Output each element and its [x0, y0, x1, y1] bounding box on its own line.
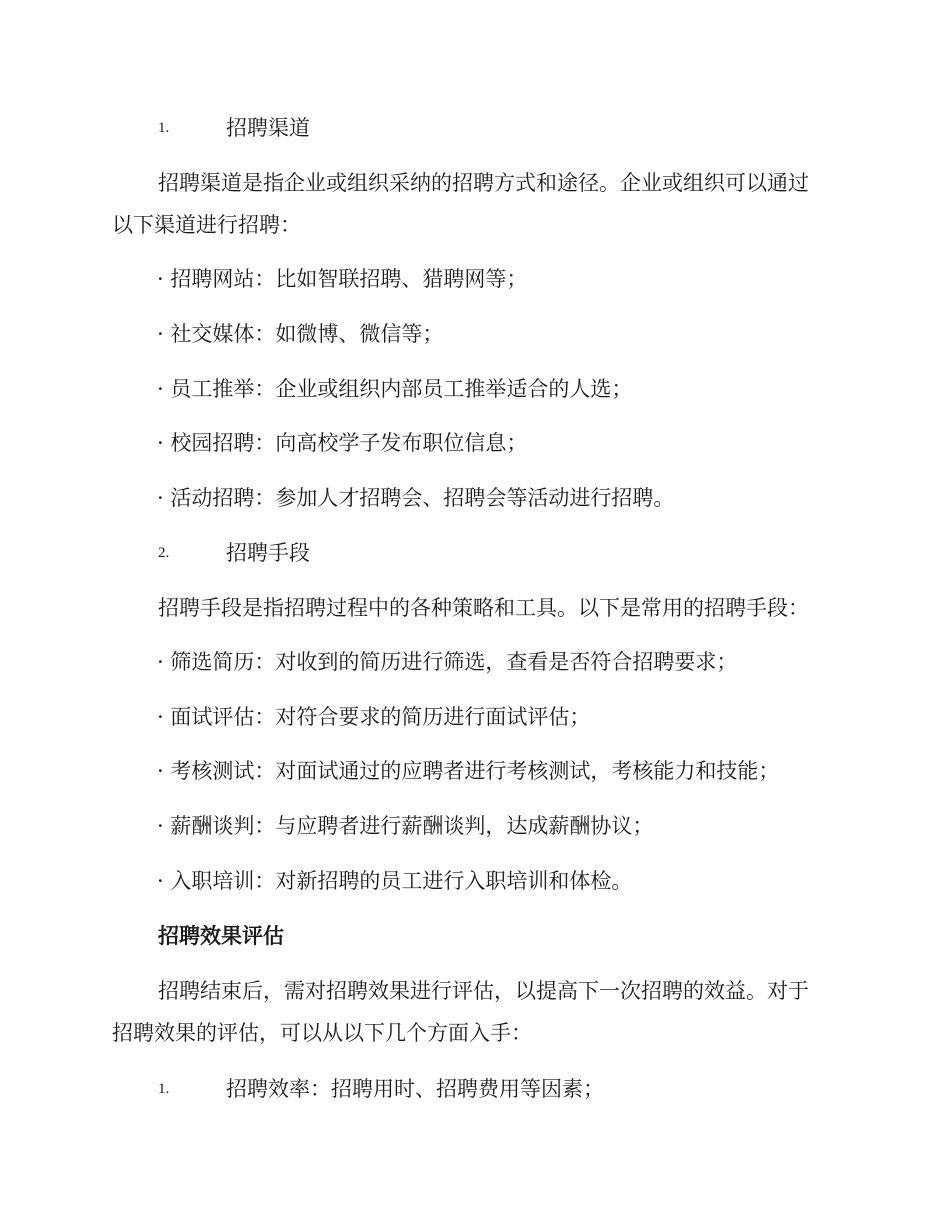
paragraph-line: 招聘效果的评估，可以从以下几个方面入手： — [112, 1021, 532, 1045]
paragraph-line: 招聘结束后，需对招聘效果进行评估，以提高下一次招聘的效益。对于 — [158, 979, 809, 1003]
list-item: · 招聘网站：比如智联招聘、猎聘网等； — [157, 267, 528, 291]
list-item: · 员工推举：企业或组织内部员工推举适合的人选； — [157, 377, 633, 401]
section-heading: 招聘效果评估 — [158, 923, 284, 948]
paragraph-line: 招聘渠道是指企业或组织采纳的招聘方式和途径。企业或组织可以通过 — [158, 171, 809, 195]
list-item: · 校园招聘：向高校学子发布职位信息； — [157, 431, 528, 455]
list-item: · 活动招聘：参加人才招聘会、招聘会等活动进行招聘。 — [157, 486, 675, 510]
list-number: 1. — [158, 1081, 170, 1097]
list-number: 1. — [158, 120, 170, 136]
list-item: · 薪酬谈判：与应聘者进行薪酬谈判，达成薪酬协议； — [157, 814, 654, 838]
paragraph-line: 招聘手段是指招聘过程中的各种策略和工具。以下是常用的招聘手段： — [158, 596, 809, 620]
list-item: · 面试评估：对符合要求的简历进行面试评估； — [157, 705, 591, 729]
heading-text: 招聘渠道 — [226, 116, 310, 140]
heading-text: 招聘手段 — [226, 541, 310, 565]
list-item: · 入职培训：对新招聘的员工进行入职培训和体检。 — [157, 869, 633, 893]
list-number: 2. — [158, 545, 170, 561]
list-item: · 筛选简历：对收到的简历进行筛选，查看是否符合招聘要求； — [157, 650, 738, 674]
list-item: · 社交媒体：如微博、微信等； — [157, 322, 444, 346]
paragraph-line: 以下渠道进行招聘： — [112, 213, 301, 237]
item-text: 招聘效率：招聘用时、招聘费用等因素； — [226, 1077, 604, 1101]
list-item: · 考核测试：对面试通过的应聘者进行考核测试，考核能力和技能； — [157, 759, 780, 783]
